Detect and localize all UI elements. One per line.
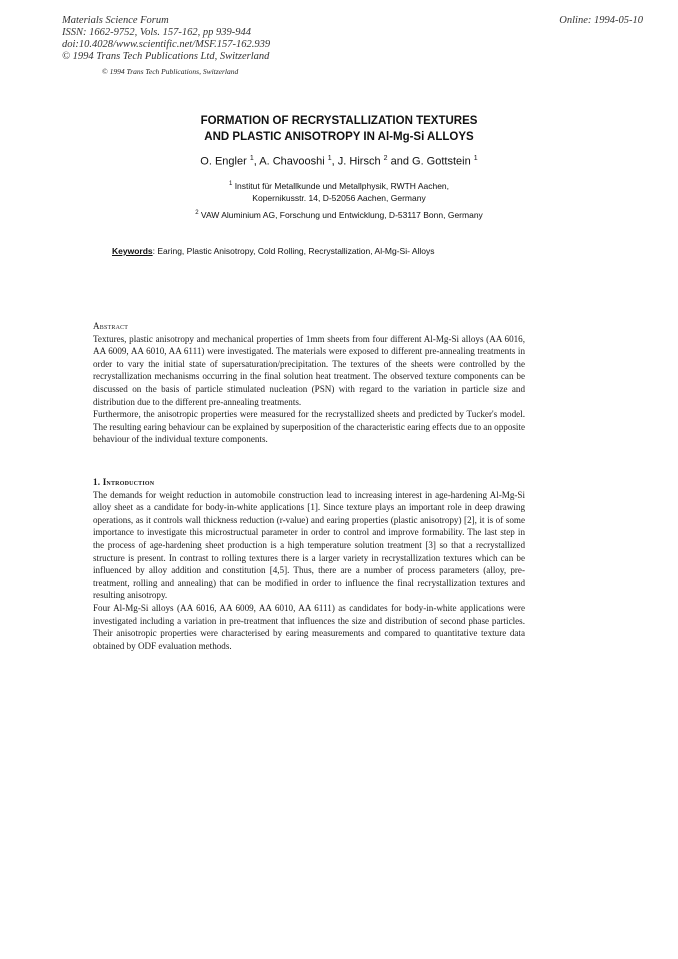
author-affiliation-mark: 1 — [327, 155, 332, 162]
author-name: G. Gottstein — [412, 155, 471, 168]
author-conjunction: and — [390, 155, 409, 168]
small-copyright: © 1994 Trans Tech Publications, Switzerland — [102, 67, 239, 76]
introduction-paragraph: Four Al-Mg-Si alloys (AA 6016, AA 6009, AA 6010, AA 6111) as candidates for body-in-white applications were investigated including a variation in pre-treatment that influences the size and distribution of second phase particles. Their anisotropic properties were characterised by earing measurements and compared to quantitative texture data obtained by ODF evaluation methods. — [93, 602, 525, 651]
author-name: J. Hirsch — [337, 155, 381, 168]
abstract-section — [93, 320, 525, 446]
publication-metadata — [62, 15, 270, 63]
introduction-paragraph: The demands for weight reduction in automobile construction lead to increasing interest in age-hardening Al-Mg-Si alloy sheet as a candidate for body-in-white applications [1]. Since texture plays an important role in deep drawing operations, as it controls wall thickness reduction (r-value) and earing properties (plastic anisotropy) [2], it is of some importance to investigate this microstructual parameter in order to control and improve formability. The last step in the process of age-hardening sheet production is a high temperature solution treatment [3] so that a recrystallized structure is present. In contrast to rolling textures there is a larger variety in recrystallization textures which can be influenced by alloy addition and constitution [4,5]. Thus, there are a number of process parameters (alloy, pre-treatment, rolling and annealing) that can be modified in order to influence the final recrystallization textures and resulting anisotropy. — [93, 489, 525, 601]
paper-title — [0, 113, 678, 145]
author-name: A. Chavooshi — [259, 155, 325, 168]
introduction-section — [93, 476, 525, 652]
affiliation-1 — [0, 178, 678, 204]
author-affiliation-mark: 1 — [249, 155, 254, 162]
author-affiliation-mark: 2 — [383, 155, 388, 162]
title-line-1: FORMATION OF RECRYSTALLIZATION TEXTURES — [200, 115, 478, 127]
author-affiliation-mark: 1 — [473, 155, 478, 162]
doi-link[interactable]: doi:10.4028/www.scientific.net/MSF.157-162.939 — [62, 39, 271, 50]
title-line-2: AND PLASTIC ANISOTROPY IN Al-Mg-Si ALLOYS — [204, 131, 474, 143]
affiliation-2 — [0, 207, 678, 221]
affiliation-mark: 1 — [228, 181, 233, 187]
affiliation-address: Kopernikusstr. 14, D-52056 Aachen, Germany — [252, 192, 426, 203]
affiliation-text: Institut für Metallkunde und Metallphysik, RWTH Aachen, — [234, 180, 450, 191]
introduction-heading: 1. Introduction — [93, 477, 155, 487]
issn-line: ISSN: 1662-9752, Vols. 157-162, pp 939-944 — [62, 27, 251, 38]
keywords-text: Earing, Plastic Anisotropy, Cold Rolling, Recrystallization, Al-Mg-Si- Alloys — [157, 246, 435, 256]
abstract-paragraph: Textures, plastic anisotropy and mechanical properties of 1mm sheets from four different Al-Mg-Si alloys (AA 6016, AA 6009, AA 6010, AA 6111) were investigated. The materials were exposed to different pre-annealing treatments in order to vary the initial state of supersaturation/precipitation. The textures of the sheets were controlled by the recrystallization mechanisms occurring in the final solution heat treatment. The observed texture components can be discussed on the basis of particle stimulated nucleation (PSN) with regard to the variation in particle size and distribution due to the different pre-annealing treatments. — [93, 333, 525, 407]
abstract-heading: Abstract — [93, 321, 129, 331]
affiliation-mark: 2 — [195, 210, 199, 216]
online-date: Online: 1994-05-10 — [559, 15, 643, 26]
journal-name: Materials Science Forum — [62, 15, 169, 26]
keywords-line: Keywords: Earing, Plastic Anisotropy, Cold Rolling, Recrystallization, Al-Mg-Si- Alloys — [112, 246, 435, 256]
abstract-paragraph: Furthermore, the anisotropic properties were measured for the recrystallized sheets and predicted by Tucker's model. The resulting earing behaviour can be explained by superposition of the characteristic earing effects due to an opposite behaviour of the individual texture components. — [93, 409, 525, 445]
author-list: O. Engler $^1$, A. Chavooshi $^1$, J. Hirsch $^2$ and G. Gottstein $^1$ — [200, 155, 478, 168]
author-name: O. Engler — [200, 155, 247, 168]
keywords-label: Keywords — [112, 246, 153, 256]
copyright-line: © 1994 Trans Tech Publications Ltd, Switzerland — [62, 51, 270, 62]
affiliation-text: VAW Aluminium AG, Forschung und Entwicklung, D-53117 Bonn, Germany — [200, 209, 483, 220]
